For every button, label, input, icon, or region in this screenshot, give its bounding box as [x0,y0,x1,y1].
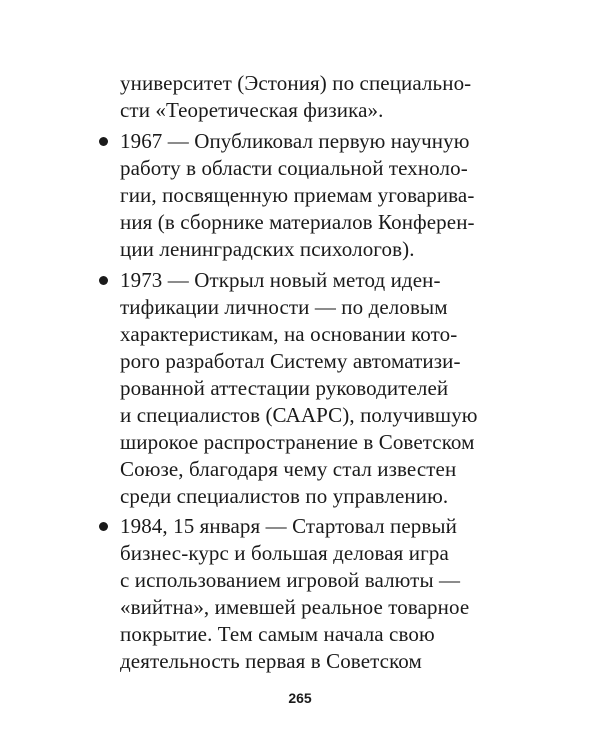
text-line: ния (в сборнике материалов Конферен- [120,210,475,234]
text-line: сти «Теоретическая физика». [120,98,384,122]
text-line: 1973 — Открыл новый метод иден- [120,268,441,292]
text-line: тификации личности — по деловым [120,295,448,319]
page-number: 265 [288,690,312,706]
bullet-icon [99,522,108,531]
text-line: рованной аттестации руководителей [120,376,449,400]
text-line: «вийтна», имевшей реальное товарное [120,595,470,619]
text-line: ции ленинградских психологов). [120,237,415,261]
text-line: с использованием игровой валюты — [120,568,461,592]
text-line: деятельность первая в Советском [120,649,422,673]
text-line: бизнес-курс и большая деловая игра [120,541,449,565]
text-line: покрытие. Тем самым начала свою [120,622,435,646]
text-line: среди специалистов по управлению. [120,484,449,508]
text-line: широкое распространение в Советском [120,430,475,454]
text-line: характеристикам, на основании кото- [120,322,458,346]
text-line: 1984, 15 января — Стартовал первый [120,514,457,538]
text-line: гии, посвященную приемам уговарива- [120,183,475,207]
text-line: 1967 — Опубликовал первую научную [120,129,470,153]
text-line: и специалистов (СААРС), получившую [120,403,478,427]
text-line: университет (Эстония) по специально- [120,71,472,95]
bullet-icon [99,137,108,146]
text-line: работу в области социальной техноло- [120,156,468,180]
text-line: рого разработал Систему автоматизи- [120,349,461,373]
bullet-icon [99,276,108,285]
text-line: Союзе, благодаря чему стал известен [120,457,457,481]
